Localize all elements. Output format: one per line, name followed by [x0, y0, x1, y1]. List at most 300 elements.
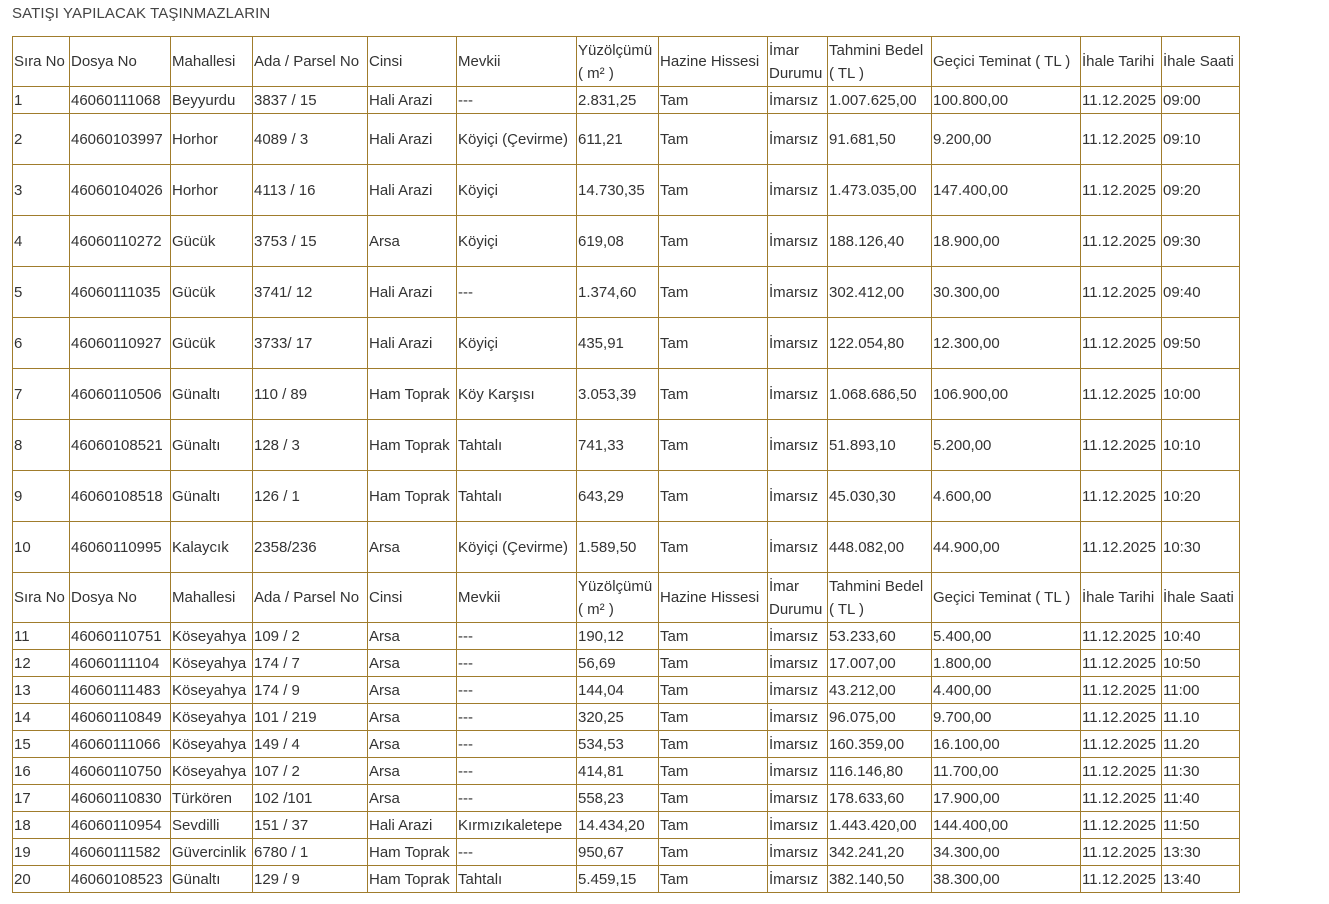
header-saat-label: İhale Saati [1163, 589, 1234, 606]
header-yuz-line2: ( m² ) [578, 600, 614, 618]
cell-mevkii: Köyiçi (Çevirme) [457, 522, 577, 573]
cell-ada: 4089 / 3 [253, 114, 368, 165]
cell-sira: 12 [13, 650, 70, 677]
cell-cinsi: Hali Arazi [368, 87, 457, 114]
header-cinsi-label: Cinsi [369, 53, 403, 70]
table-row [13, 87, 1240, 114]
cell-dosya: 46060108521 [70, 420, 171, 471]
table-row [13, 812, 1240, 839]
cell-cinsi: Arsa [368, 216, 457, 267]
cell-dosya: 46060110506 [70, 369, 171, 420]
cell-sira: 1 [13, 87, 70, 114]
cell-saat: 11.10 [1162, 704, 1240, 731]
header-bedel-line1: Tahmini Bedel [829, 41, 924, 59]
cell-tarih: 11.12.2025 [1081, 420, 1162, 471]
cell-bedel: 1.007.625,00 [828, 87, 932, 114]
cell-cinsi: Arsa [368, 704, 457, 731]
header-yuz [577, 573, 659, 623]
table-row [13, 677, 1240, 704]
cell-teminat: 5.400,00 [932, 623, 1081, 650]
cell-mevkii: --- [457, 839, 577, 866]
cell-ada: 102 /101 [253, 785, 368, 812]
cell-mahalle: Gücük [171, 318, 253, 369]
header-row [13, 37, 1240, 87]
cell-imar: İmarsız [768, 267, 828, 318]
table-row [13, 839, 1240, 866]
cell-teminat: 17.900,00 [932, 785, 1081, 812]
cell-sira: 5 [13, 267, 70, 318]
cell-mahalle: Beyyurdu [171, 87, 253, 114]
cell-dosya: 46060111035 [70, 267, 171, 318]
cell-sira: 17 [13, 785, 70, 812]
cell-imar: İmarsız [768, 369, 828, 420]
cell-ada: 174 / 7 [253, 650, 368, 677]
cell-yuzolcumu: 190,12 [577, 623, 659, 650]
table-row [13, 369, 1240, 420]
header-hazine [659, 37, 768, 87]
header-saat [1162, 37, 1240, 87]
cell-hazine: Tam [659, 758, 768, 785]
header-mahalle-label: Mahallesi [172, 589, 236, 606]
header-tarih-label: İhale Tarihi [1082, 53, 1155, 70]
cell-teminat: 34.300,00 [932, 839, 1081, 866]
cell-sira: 11 [13, 623, 70, 650]
cell-teminat: 144.400,00 [932, 812, 1081, 839]
cell-saat: 11:00 [1162, 677, 1240, 704]
cell-cinsi: Hali Arazi [368, 318, 457, 369]
cell-tarih: 11.12.2025 [1081, 216, 1162, 267]
cell-saat: 09:00 [1162, 87, 1240, 114]
table-row [13, 758, 1240, 785]
cell-sira: 3 [13, 165, 70, 216]
cell-mahalle: Horhor [171, 165, 253, 216]
table-row [13, 471, 1240, 522]
cell-yuzolcumu: 2.831,25 [577, 87, 659, 114]
cell-hazine: Tam [659, 866, 768, 893]
cell-imar: İmarsız [768, 758, 828, 785]
cell-dosya: 46060111483 [70, 677, 171, 704]
cell-hazine: Tam [659, 731, 768, 758]
cell-saat: 11:30 [1162, 758, 1240, 785]
table-row [13, 420, 1240, 471]
header-imar [768, 37, 828, 87]
header-mevkii [457, 573, 577, 623]
cell-sira: 9 [13, 471, 70, 522]
header-bedel-line2: ( TL ) [829, 600, 865, 618]
header-teminat [932, 37, 1081, 87]
cell-ada: 3837 / 15 [253, 87, 368, 114]
cell-teminat: 9.700,00 [932, 704, 1081, 731]
cell-tarih: 11.12.2025 [1081, 318, 1162, 369]
cell-tarih: 11.12.2025 [1081, 87, 1162, 114]
cell-dosya: 46060104026 [70, 165, 171, 216]
cell-saat: 10:40 [1162, 623, 1240, 650]
cell-mevkii: --- [457, 704, 577, 731]
cell-mahalle: Sevdilli [171, 812, 253, 839]
cell-mevkii: --- [457, 785, 577, 812]
cell-ada: 101 / 219 [253, 704, 368, 731]
cell-saat: 10:20 [1162, 471, 1240, 522]
cell-bedel: 17.007,00 [828, 650, 932, 677]
cell-imar: İmarsız [768, 522, 828, 573]
header-teminat-label: Geçici Teminat ( TL ) [933, 589, 1071, 606]
cell-sira: 19 [13, 839, 70, 866]
cell-sira: 7 [13, 369, 70, 420]
cell-ada: 3733/ 17 [253, 318, 368, 369]
cell-bedel: 342.241,20 [828, 839, 932, 866]
table-row [13, 114, 1240, 165]
cell-yuzolcumu: 534,53 [577, 731, 659, 758]
cell-teminat: 18.900,00 [932, 216, 1081, 267]
cell-teminat: 1.800,00 [932, 650, 1081, 677]
cell-sira: 18 [13, 812, 70, 839]
header-dosya-label: Dosya No [71, 53, 137, 70]
cell-tarih: 11.12.2025 [1081, 267, 1162, 318]
cell-saat: 09:10 [1162, 114, 1240, 165]
header-ada-label: Ada / Parsel No [254, 589, 360, 606]
cell-dosya: 46060110750 [70, 758, 171, 785]
cell-ada: 2358/236 [253, 522, 368, 573]
cell-cinsi: Ham Toprak [368, 369, 457, 420]
cell-saat: 10:10 [1162, 420, 1240, 471]
table-row [13, 704, 1240, 731]
cell-cinsi: Ham Toprak [368, 839, 457, 866]
cell-ada: 4113 / 16 [253, 165, 368, 216]
cell-tarih: 11.12.2025 [1081, 812, 1162, 839]
cell-dosya: 46060111068 [70, 87, 171, 114]
cell-sira: 16 [13, 758, 70, 785]
header-mevkii-label: Mevkii [458, 53, 501, 70]
header-imar-line2: Durumu [769, 64, 823, 82]
header-yuz-line2: ( m² ) [578, 64, 614, 82]
cell-teminat: 12.300,00 [932, 318, 1081, 369]
cell-bedel: 45.030,30 [828, 471, 932, 522]
cell-cinsi: Arsa [368, 650, 457, 677]
cell-mevkii: --- [457, 731, 577, 758]
cell-yuzolcumu: 1.589,50 [577, 522, 659, 573]
cell-mevkii: --- [457, 87, 577, 114]
cell-teminat: 38.300,00 [932, 866, 1081, 893]
cell-hazine: Tam [659, 114, 768, 165]
cell-ada: 107 / 2 [253, 758, 368, 785]
header-yuz [577, 37, 659, 87]
header-bedel-line1: Tahmini Bedel [829, 577, 924, 595]
cell-dosya: 46060110954 [70, 812, 171, 839]
header-mahalle [171, 37, 253, 87]
cell-teminat: 147.400,00 [932, 165, 1081, 216]
cell-sira: 13 [13, 677, 70, 704]
cell-tarih: 11.12.2025 [1081, 369, 1162, 420]
header-tarih [1081, 573, 1162, 623]
cell-dosya: 46060110995 [70, 522, 171, 573]
cell-sira: 8 [13, 420, 70, 471]
header-imar-line2: Durumu [769, 600, 823, 618]
cell-mahalle: Günaltı [171, 420, 253, 471]
cell-teminat: 16.100,00 [932, 731, 1081, 758]
cell-tarih: 11.12.2025 [1081, 758, 1162, 785]
cell-bedel: 1.473.035,00 [828, 165, 932, 216]
cell-dosya: 46060103997 [70, 114, 171, 165]
cell-tarih: 11.12.2025 [1081, 522, 1162, 573]
cell-imar: İmarsız [768, 785, 828, 812]
cell-ada: 174 / 9 [253, 677, 368, 704]
cell-yuzolcumu: 558,23 [577, 785, 659, 812]
cell-mahalle: Köseyahya [171, 704, 253, 731]
cell-hazine: Tam [659, 522, 768, 573]
cell-saat: 10:30 [1162, 522, 1240, 573]
cell-bedel: 51.893,10 [828, 420, 932, 471]
cell-yuzolcumu: 435,91 [577, 318, 659, 369]
header-tarih-label: İhale Tarihi [1082, 589, 1155, 606]
table-row [13, 267, 1240, 318]
table-row [13, 522, 1240, 573]
header-sira [13, 573, 70, 623]
cell-bedel: 91.681,50 [828, 114, 932, 165]
cell-mahalle: Köseyahya [171, 731, 253, 758]
cell-yuzolcumu: 414,81 [577, 758, 659, 785]
cell-sira: 20 [13, 866, 70, 893]
cell-mahalle: Güvercinlik [171, 839, 253, 866]
cell-cinsi: Arsa [368, 758, 457, 785]
cell-saat: 13:40 [1162, 866, 1240, 893]
cell-dosya: 46060110751 [70, 623, 171, 650]
cell-yuzolcumu: 611,21 [577, 114, 659, 165]
cell-yuzolcumu: 56,69 [577, 650, 659, 677]
cell-mevkii: --- [457, 650, 577, 677]
cell-bedel: 178.633,60 [828, 785, 932, 812]
cell-hazine: Tam [659, 165, 768, 216]
table-row [13, 731, 1240, 758]
cell-hazine: Tam [659, 369, 768, 420]
cell-saat: 11:50 [1162, 812, 1240, 839]
cell-mevkii: --- [457, 623, 577, 650]
cell-ada: 129 / 9 [253, 866, 368, 893]
header-dosya [70, 573, 171, 623]
header-mevkii [457, 37, 577, 87]
cell-dosya: 46060108523 [70, 866, 171, 893]
cell-hazine: Tam [659, 812, 768, 839]
cell-tarih: 11.12.2025 [1081, 650, 1162, 677]
cell-yuzolcumu: 741,33 [577, 420, 659, 471]
cell-mahalle: Kalaycık [171, 522, 253, 573]
cell-cinsi: Arsa [368, 677, 457, 704]
cell-mahalle: Köseyahya [171, 623, 253, 650]
header-dosya-label: Dosya No [71, 589, 137, 606]
cell-imar: İmarsız [768, 87, 828, 114]
header-hazine-label: Hazine Hissesi [660, 589, 760, 606]
cell-ada: 110 / 89 [253, 369, 368, 420]
cell-hazine: Tam [659, 704, 768, 731]
header-cinsi [368, 573, 457, 623]
cell-bedel: 116.146,80 [828, 758, 932, 785]
cell-cinsi: Ham Toprak [368, 471, 457, 522]
cell-sira: 10 [13, 522, 70, 573]
table-row [13, 318, 1240, 369]
cell-teminat: 5.200,00 [932, 420, 1081, 471]
cell-cinsi: Hali Arazi [368, 812, 457, 839]
cell-mahalle: Günaltı [171, 866, 253, 893]
cell-mevkii: Köyiçi (Çevirme) [457, 114, 577, 165]
cell-imar: İmarsız [768, 731, 828, 758]
cell-ada: 109 / 2 [253, 623, 368, 650]
header-cinsi-label: Cinsi [369, 589, 403, 606]
cell-mahalle: Horhor [171, 114, 253, 165]
cell-mevkii: Tahtalı [457, 866, 577, 893]
cell-teminat: 9.200,00 [932, 114, 1081, 165]
cell-dosya: 46060110849 [70, 704, 171, 731]
cell-tarih: 11.12.2025 [1081, 731, 1162, 758]
cell-yuzolcumu: 14.434,20 [577, 812, 659, 839]
cell-dosya: 46060110927 [70, 318, 171, 369]
cell-mevkii: --- [457, 267, 577, 318]
cell-mahalle: Gücük [171, 216, 253, 267]
header-imar-line1: İmar [769, 577, 799, 595]
table-row [13, 623, 1240, 650]
cell-sira: 14 [13, 704, 70, 731]
cell-yuzolcumu: 320,25 [577, 704, 659, 731]
cell-bedel: 188.126,40 [828, 216, 932, 267]
cell-mahalle: Günaltı [171, 369, 253, 420]
header-mahalle-label: Mahallesi [172, 53, 236, 70]
cell-tarih: 11.12.2025 [1081, 677, 1162, 704]
cell-cinsi: Arsa [368, 623, 457, 650]
cell-imar: İmarsız [768, 114, 828, 165]
cell-sira: 6 [13, 318, 70, 369]
cell-dosya: 46060111104 [70, 650, 171, 677]
cell-tarih: 11.12.2025 [1081, 114, 1162, 165]
cell-hazine: Tam [659, 420, 768, 471]
cell-bedel: 122.054,80 [828, 318, 932, 369]
header-ada-label: Ada / Parsel No [254, 53, 360, 70]
cell-imar: İmarsız [768, 704, 828, 731]
header-ada [253, 37, 368, 87]
cell-ada: 3753 / 15 [253, 216, 368, 267]
cell-imar: İmarsız [768, 216, 828, 267]
cell-bedel: 96.075,00 [828, 704, 932, 731]
cell-imar: İmarsız [768, 839, 828, 866]
cell-bedel: 53.233,60 [828, 623, 932, 650]
header-hazine-label: Hazine Hissesi [660, 53, 760, 70]
cell-saat: 09:40 [1162, 267, 1240, 318]
cell-bedel: 448.082,00 [828, 522, 932, 573]
cell-yuzolcumu: 144,04 [577, 677, 659, 704]
table-row [13, 216, 1240, 267]
cell-saat: 09:50 [1162, 318, 1240, 369]
cell-cinsi: Hali Arazi [368, 114, 457, 165]
cell-teminat: 4.600,00 [932, 471, 1081, 522]
cell-hazine: Tam [659, 471, 768, 522]
cell-hazine: Tam [659, 318, 768, 369]
cell-ada: 128 / 3 [253, 420, 368, 471]
cell-mevkii: Tahtalı [457, 471, 577, 522]
cell-hazine: Tam [659, 839, 768, 866]
cell-imar: İmarsız [768, 623, 828, 650]
cell-mahalle: Köseyahya [171, 677, 253, 704]
cell-bedel: 1.443.420,00 [828, 812, 932, 839]
cell-hazine: Tam [659, 87, 768, 114]
cell-yuzolcumu: 14.730,35 [577, 165, 659, 216]
cell-tarih: 11.12.2025 [1081, 866, 1162, 893]
cell-tarih: 11.12.2025 [1081, 623, 1162, 650]
cell-mahalle: Türkören [171, 785, 253, 812]
cell-ada: 6780 / 1 [253, 839, 368, 866]
cell-mevkii: Köy Karşısı [457, 369, 577, 420]
cell-imar: İmarsız [768, 420, 828, 471]
cell-yuzolcumu: 643,29 [577, 471, 659, 522]
cell-yuzolcumu: 950,67 [577, 839, 659, 866]
header-teminat [932, 573, 1081, 623]
cell-dosya: 46060110830 [70, 785, 171, 812]
cell-mevkii: Kırmızıkaletepe [457, 812, 577, 839]
header-sira-label: Sıra No [14, 589, 65, 606]
header-yuz-line1: Yüzölçümü [578, 577, 653, 595]
cell-cinsi: Hali Arazi [368, 267, 457, 318]
header-sira [13, 37, 70, 87]
cell-imar: İmarsız [768, 812, 828, 839]
header-dosya [70, 37, 171, 87]
cell-mahalle: Köseyahya [171, 758, 253, 785]
cell-sira: 2 [13, 114, 70, 165]
cell-bedel: 302.412,00 [828, 267, 932, 318]
cell-cinsi: Arsa [368, 731, 457, 758]
cell-tarih: 11.12.2025 [1081, 704, 1162, 731]
cell-cinsi: Ham Toprak [368, 420, 457, 471]
cell-imar: İmarsız [768, 318, 828, 369]
cell-mevkii: --- [457, 758, 577, 785]
header-yuz-line1: Yüzölçümü [578, 41, 653, 59]
cell-dosya: 46060108518 [70, 471, 171, 522]
cell-imar: İmarsız [768, 471, 828, 522]
header-sira-label: Sıra No [14, 53, 65, 70]
cell-teminat: 106.900,00 [932, 369, 1081, 420]
cell-ada: 3741/ 12 [253, 267, 368, 318]
header-ada [253, 573, 368, 623]
cell-hazine: Tam [659, 267, 768, 318]
cell-hazine: Tam [659, 677, 768, 704]
cell-bedel: 1.068.686,50 [828, 369, 932, 420]
cell-teminat: 100.800,00 [932, 87, 1081, 114]
cell-mevkii: Köyiçi [457, 216, 577, 267]
cell-saat: 11.20 [1162, 731, 1240, 758]
table-row [13, 866, 1240, 893]
cell-cinsi: Arsa [368, 522, 457, 573]
cell-sira: 4 [13, 216, 70, 267]
cell-yuzolcumu: 1.374,60 [577, 267, 659, 318]
table-row [13, 165, 1240, 216]
cell-yuzolcumu: 5.459,15 [577, 866, 659, 893]
cell-cinsi: Arsa [368, 785, 457, 812]
header-tarih [1081, 37, 1162, 87]
cell-tarih: 11.12.2025 [1081, 471, 1162, 522]
header-mahalle [171, 573, 253, 623]
cell-hazine: Tam [659, 650, 768, 677]
cell-mevkii: Tahtalı [457, 420, 577, 471]
header-bedel [828, 573, 932, 623]
cell-saat: 09:30 [1162, 216, 1240, 267]
cell-ada: 126 / 1 [253, 471, 368, 522]
cell-bedel: 160.359,00 [828, 731, 932, 758]
cell-teminat: 30.300,00 [932, 267, 1081, 318]
cell-saat: 10:50 [1162, 650, 1240, 677]
table-row [13, 650, 1240, 677]
cell-tarih: 11.12.2025 [1081, 839, 1162, 866]
header-hazine [659, 573, 768, 623]
cell-cinsi: Ham Toprak [368, 866, 457, 893]
header-cinsi [368, 37, 457, 87]
cell-hazine: Tam [659, 216, 768, 267]
cell-teminat: 44.900,00 [932, 522, 1081, 573]
cell-imar: İmarsız [768, 650, 828, 677]
